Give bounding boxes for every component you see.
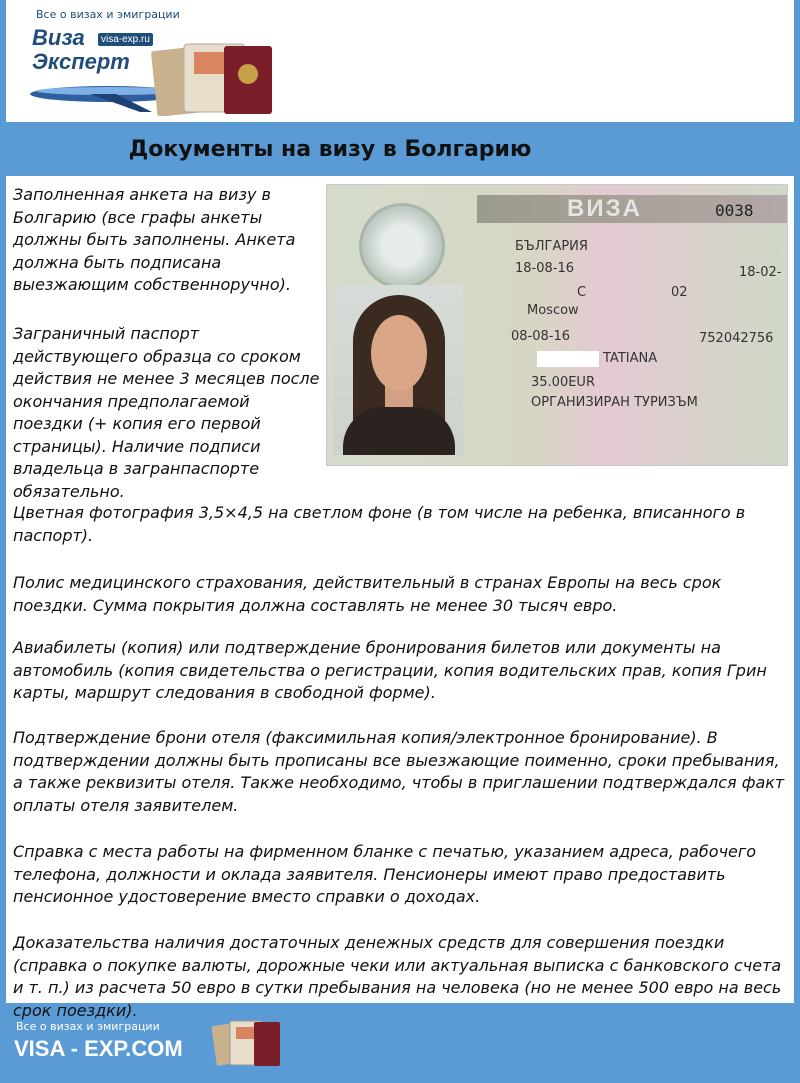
- doc-item-4: Полис медицинского страхования, действительный в странах Европы на весь срок поездки. Сумма покрытия должна составлять не менее 30 тысяч евро.: [13, 573, 722, 615]
- visa-entries: 02: [671, 285, 688, 300]
- doc-item-8: Доказательства наличия достаточных денежных средств для совершения поездки (справка о покупке валюты, дорожные чеки или актуальная выписка с банковского счета и т. п.) из расчета 50 евро в сутки пребывания на человека (но не менее 500 евро на весь срок поездки).: [13, 933, 782, 1020]
- page-title: Документы на визу в Болгарию: [128, 136, 532, 162]
- passports-icon: [146, 40, 276, 116]
- photo-face: [371, 315, 427, 391]
- brand-line2: Эксперт: [32, 49, 130, 74]
- visa-remarks: ОРГАНИЗИРАН ТУРИЗЪМ: [531, 395, 698, 410]
- visa-type: C: [577, 285, 587, 300]
- visa-valid-until: 18-02-: [739, 265, 782, 280]
- visa-country: БЪЛГАРИЯ: [515, 239, 588, 254]
- visa-valid-from: 18-08-16: [515, 261, 575, 276]
- doc-item-3: Цветная фотография 3,5×4,5 на светлом фоне (в том числе на ребенка, вписанного в паспорт).: [13, 503, 746, 545]
- photo-shirt: [343, 407, 455, 455]
- visa-image: [326, 184, 788, 466]
- footer-passports-icon: [210, 1018, 282, 1068]
- visa-issued-in: Moscow: [527, 303, 579, 318]
- visa-passport-no: 752042756: [699, 331, 774, 346]
- doc-item-7: Справка с места работы на фирменном бланке с печатью, указанием адреса, рабочего телефона, должности и оклада заявителя. Пенсионеры имеют право предоставить пенсионное удостоверение вместо справки о доходах.: [13, 842, 757, 906]
- visa-issue-date: 08-08-16: [511, 329, 571, 344]
- doc-item-1: Заполненная анкета на визу в Болгарию (все графы анкеты должны быть заполнены. Анкета должна быть подписана выезжающим собственноручно).: [13, 185, 296, 294]
- footer-logo[interactable]: VISA - EXP.COM: [14, 1036, 183, 1061]
- visa-stamp-word: ВИЗА: [567, 195, 642, 222]
- visa-redaction: [537, 351, 599, 367]
- visa-fee: 35.00EUR: [531, 375, 595, 390]
- header: [6, 0, 794, 122]
- footer-tagline: Все о визах и эмиграции: [16, 1020, 160, 1033]
- brand-line1: Виза: [32, 25, 85, 50]
- doc-item-6: Подтверждение брони отеля (факсимильная копия/электронное бронирование). В подтверждении должны быть прописаны все выезжающие поименно, сроки пребывания, а также реквизиты отеля. Также необходимо, чтобы в приглашении подтверждался факт оплаты отеля заявителем.: [13, 728, 785, 815]
- doc-item-5: Авиабилеты (копия) или подтверждение бронирования билетов или документы на автомобиль (копия свидетельства о регистрации, копия водительских прав, копия Грин карты, маршрут следования в свободной форме).: [13, 638, 767, 702]
- content-area: [6, 176, 794, 1020]
- doc-item-2: Заграничный паспорт действующего образца со сроком действия не менее 3 месяцев после окончания предполагаемой поездки (+ копия его первой страницы). Наличие подписи владельца в загранпаспорте обязательно.: [13, 324, 320, 501]
- visa-name: TATIANA: [603, 351, 658, 366]
- visa-seal-icon: [359, 203, 445, 289]
- title-bar: [6, 122, 654, 176]
- applicant-photo: [333, 285, 463, 455]
- brand-url[interactable]: visa-exp.ru: [98, 33, 153, 46]
- visa-number: 0038: [715, 201, 754, 220]
- header-tagline: Все о визах и эмиграции: [36, 8, 180, 21]
